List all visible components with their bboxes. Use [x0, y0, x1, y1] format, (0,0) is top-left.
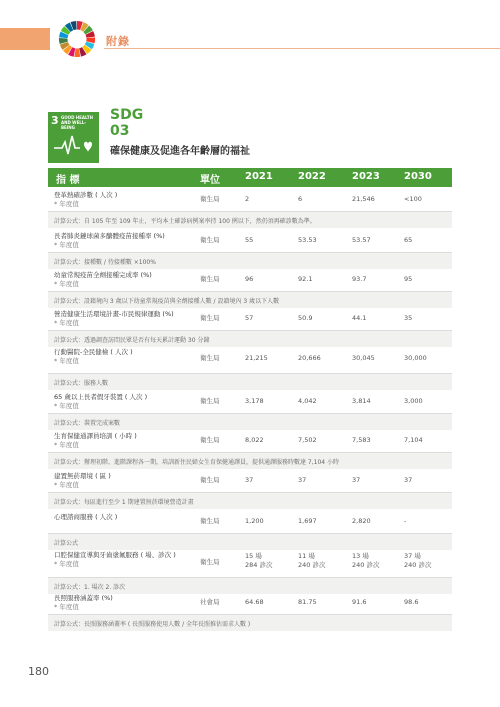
value-cell-2030: 37	[404, 475, 413, 484]
page-number: 180	[28, 665, 49, 678]
formula-row	[48, 615, 452, 631]
table-row	[48, 268, 452, 291]
unit-cell: 衛生局	[200, 396, 220, 405]
indicator-cell	[54, 513, 117, 522]
formula-row	[48, 212, 452, 228]
value-cell-2022: 37	[298, 475, 307, 484]
header-unit: 單位	[200, 175, 220, 186]
indicator-name: 幼童常規疫苗全劑接種完成率 (%)	[54, 271, 152, 279]
table-row	[48, 307, 452, 330]
value-cell-2023: 44.1	[352, 313, 367, 322]
indicator-cell	[54, 348, 133, 366]
header-2021: 2021	[245, 171, 273, 182]
formula-text: 計算公式：服務人數	[54, 380, 109, 387]
header-indicator: 指 標	[56, 175, 80, 186]
indicator-frequency: * 年度值	[54, 319, 79, 327]
value-cell-2030: <100	[404, 194, 422, 203]
unit-cell: 衛生局	[200, 354, 220, 362]
value-cell-2023: 13 場 240 診次	[352, 552, 380, 569]
value-cell-2023: 7,583	[352, 435, 371, 444]
indicator-frequency: * 年度值	[54, 200, 79, 208]
formula-row	[48, 292, 452, 308]
header-divider	[104, 48, 500, 49]
formula-text: 計算公式：透過調查訪問民眾是否有每天累計運動 30 分鐘	[54, 337, 210, 344]
value-cell-2021: 1,200	[245, 516, 264, 525]
value-cell-2021: 2	[245, 194, 250, 203]
indicator-cell	[54, 271, 152, 289]
unit-cell: 衛生局	[200, 235, 220, 244]
indicator-frequency: * 年度值	[54, 481, 79, 489]
value-cell-2030: 35	[404, 313, 413, 322]
indicator-cell	[54, 594, 113, 612]
formula-text: 計算公式：裝置完成案數	[54, 420, 121, 427]
indicator-name: 65 歲以上長者假牙裝置 ( 人次 )	[54, 393, 148, 401]
value-cell-2022: 11 場 240 診次	[298, 552, 326, 569]
value-cell-2030: 98.6	[404, 597, 419, 606]
sdg-wheel-icon	[58, 20, 96, 58]
value-cell-2022: 7,502	[298, 435, 317, 444]
formula-text: 計算公式：1. 場次 2. 診次	[54, 584, 126, 591]
value-cell-2021: 96	[245, 274, 254, 283]
table-row	[48, 345, 452, 373]
unit-cell: 衛生局	[200, 274, 220, 283]
table-row	[48, 390, 452, 413]
unit-cell: 衛生局	[200, 475, 220, 484]
value-cell-2022: 81.75	[298, 597, 317, 606]
goal-title: 確保健康及促進各年齡層的福祉	[110, 146, 250, 157]
indicator-name: 生育保健通譯員培訓 ( 小時 )	[54, 432, 137, 440]
unit-cell: 社會局	[200, 597, 220, 606]
value-cell-2022: 20,666	[298, 354, 321, 362]
goal-icon-name: GOOD HEALTH AND WELL-BEING	[61, 115, 93, 130]
value-cell-2022: 50.9	[298, 313, 313, 322]
table-row	[48, 469, 452, 492]
value-cell-2023: 21,546	[352, 194, 375, 203]
header-accent-bar	[0, 28, 50, 50]
indicator-name: 建置無菸環境 ( 區 )	[54, 472, 111, 480]
indicator-frequency: * 年度值	[54, 441, 79, 449]
unit-cell: 衛生局	[200, 557, 220, 566]
header-2022: 2022	[298, 171, 326, 182]
value-cell-2023: 93.7	[352, 274, 367, 283]
sdg-wheel-segment	[74, 48, 80, 57]
table-row	[48, 188, 452, 211]
value-cell-2030: 3,000	[404, 396, 423, 405]
value-cell-2021: 57	[245, 313, 254, 322]
value-cell-2021: 21,215	[245, 354, 268, 362]
formula-text: 計算公式：辦理初階、進階課程各一期，培訓新住民婦女生育保健通譯員，提供通譯服務時數達 7,104 小時	[54, 459, 339, 466]
indicator-name: 心理諮商服務 ( 人次 )	[54, 513, 118, 521]
sdg-label: SDG	[110, 107, 144, 123]
table-row	[48, 229, 452, 252]
indicator-cell	[54, 432, 137, 450]
goal-3-icon	[48, 112, 99, 163]
indicator-cell	[54, 191, 117, 209]
value-cell-2023: 37	[352, 475, 361, 484]
value-cell-2021: 3,178	[245, 396, 264, 405]
value-cell-2030: -	[404, 516, 407, 525]
table-row	[48, 510, 452, 533]
unit-cell: 衛生局	[200, 194, 220, 203]
formula-text: 計算公式：設籍境內 3 歲以下幼童常規疫苗與全劑接種人數 / 設籍境內 3 歲以下人數	[54, 298, 280, 305]
indicator-name: 長者肺炎鏈球菌多醣體疫苗接種率 (%)	[54, 232, 165, 240]
value-cell-2022: 53.53	[298, 235, 317, 244]
value-cell-2023: 91.6	[352, 597, 367, 606]
sdg-number: 03	[110, 123, 130, 139]
indicator-cell	[54, 232, 165, 250]
value-cell-2030: 95	[404, 274, 413, 283]
indicator-frequency: * 年度值	[54, 241, 79, 249]
value-cell-2022: 92.1	[298, 274, 313, 283]
value-cell-2021: 15 場 284 診次	[245, 552, 273, 569]
value-cell-2021: 55	[245, 235, 254, 244]
value-cell-2022: 6	[298, 194, 303, 203]
table-row	[48, 429, 452, 452]
header-2030: 2030	[404, 171, 432, 182]
indicator-frequency: * 年度值	[54, 560, 79, 568]
appendix-label: 附錄	[106, 35, 130, 48]
value-cell-2021: 8,022	[245, 435, 264, 444]
value-cell-2030: 37 場 240 診次	[404, 552, 432, 569]
value-cell-2021: 37	[245, 475, 254, 484]
value-cell-2023: 3,814	[352, 396, 371, 405]
formula-text: 計算公式：接種數 / 待接種數 ×100%	[54, 259, 156, 266]
formula-text: 計算公式：長照服務涵蓋率 ( 長照服務使用人數 / 全年長照推估需求人數 )	[54, 621, 251, 628]
table-row	[48, 591, 452, 614]
indicator-frequency: * 年度值	[54, 603, 79, 611]
indicator-cell	[54, 472, 111, 490]
unit-cell: 衛生局	[200, 516, 220, 525]
unit-cell: 衛生局	[200, 313, 220, 322]
indicator-frequency: * 年度值	[54, 357, 79, 365]
indicator-cell	[54, 310, 174, 328]
formula-row	[48, 374, 452, 390]
formula-row	[48, 493, 452, 509]
value-cell-2023: 53.57	[352, 235, 371, 244]
value-cell-2030: 65	[404, 235, 413, 244]
table-header	[48, 168, 452, 187]
value-cell-2023: 2,820	[352, 516, 371, 525]
unit-cell: 衛生局	[200, 435, 220, 444]
indicator-name: 口腔保健宣導與牙齒塗氟服務 ( 場、診次 )	[54, 551, 176, 559]
indicator-cell	[54, 551, 176, 569]
heartbeat-icon	[54, 134, 94, 158]
value-cell-2030: 30,000	[404, 354, 427, 362]
indicator-name: 營造健康生活環境計畫-市民規律運動 (%)	[54, 310, 174, 318]
header-2023: 2023	[352, 171, 380, 182]
indicator-cell	[54, 393, 147, 411]
goal-icon-number: 3	[51, 114, 59, 127]
formula-text: 計算公式：每區進行至少 1 期建置無菸環境營造計畫	[54, 499, 194, 506]
formula-row	[48, 414, 452, 430]
value-cell-2022: 1,697	[298, 516, 317, 525]
formula-text: 計算公式	[54, 540, 79, 547]
indicator-frequency: * 年度值	[54, 402, 79, 410]
indicator-frequency: * 年度值	[54, 280, 79, 288]
table-row	[48, 548, 452, 577]
value-cell-2023: 30,045	[352, 354, 375, 362]
formula-row	[48, 453, 452, 469]
indicator-name: 長照服務涵蓋率 (%)	[54, 594, 113, 602]
indicator-name: 登革熱確診數 ( 人次 )	[54, 191, 118, 199]
value-cell-2022: 4,042	[298, 396, 317, 405]
value-cell-2021: 64.68	[245, 597, 264, 606]
formula-text: 計算公式：自 105 年至 109 年止，平均本土確診病例案率持 100 例以下，然仍須再確診數為準。	[54, 218, 316, 225]
indicator-name: 行動醫院-全民健檢 ( 人次 )	[54, 348, 133, 356]
formula-row	[48, 253, 452, 269]
value-cell-2030: 7,104	[404, 435, 423, 444]
